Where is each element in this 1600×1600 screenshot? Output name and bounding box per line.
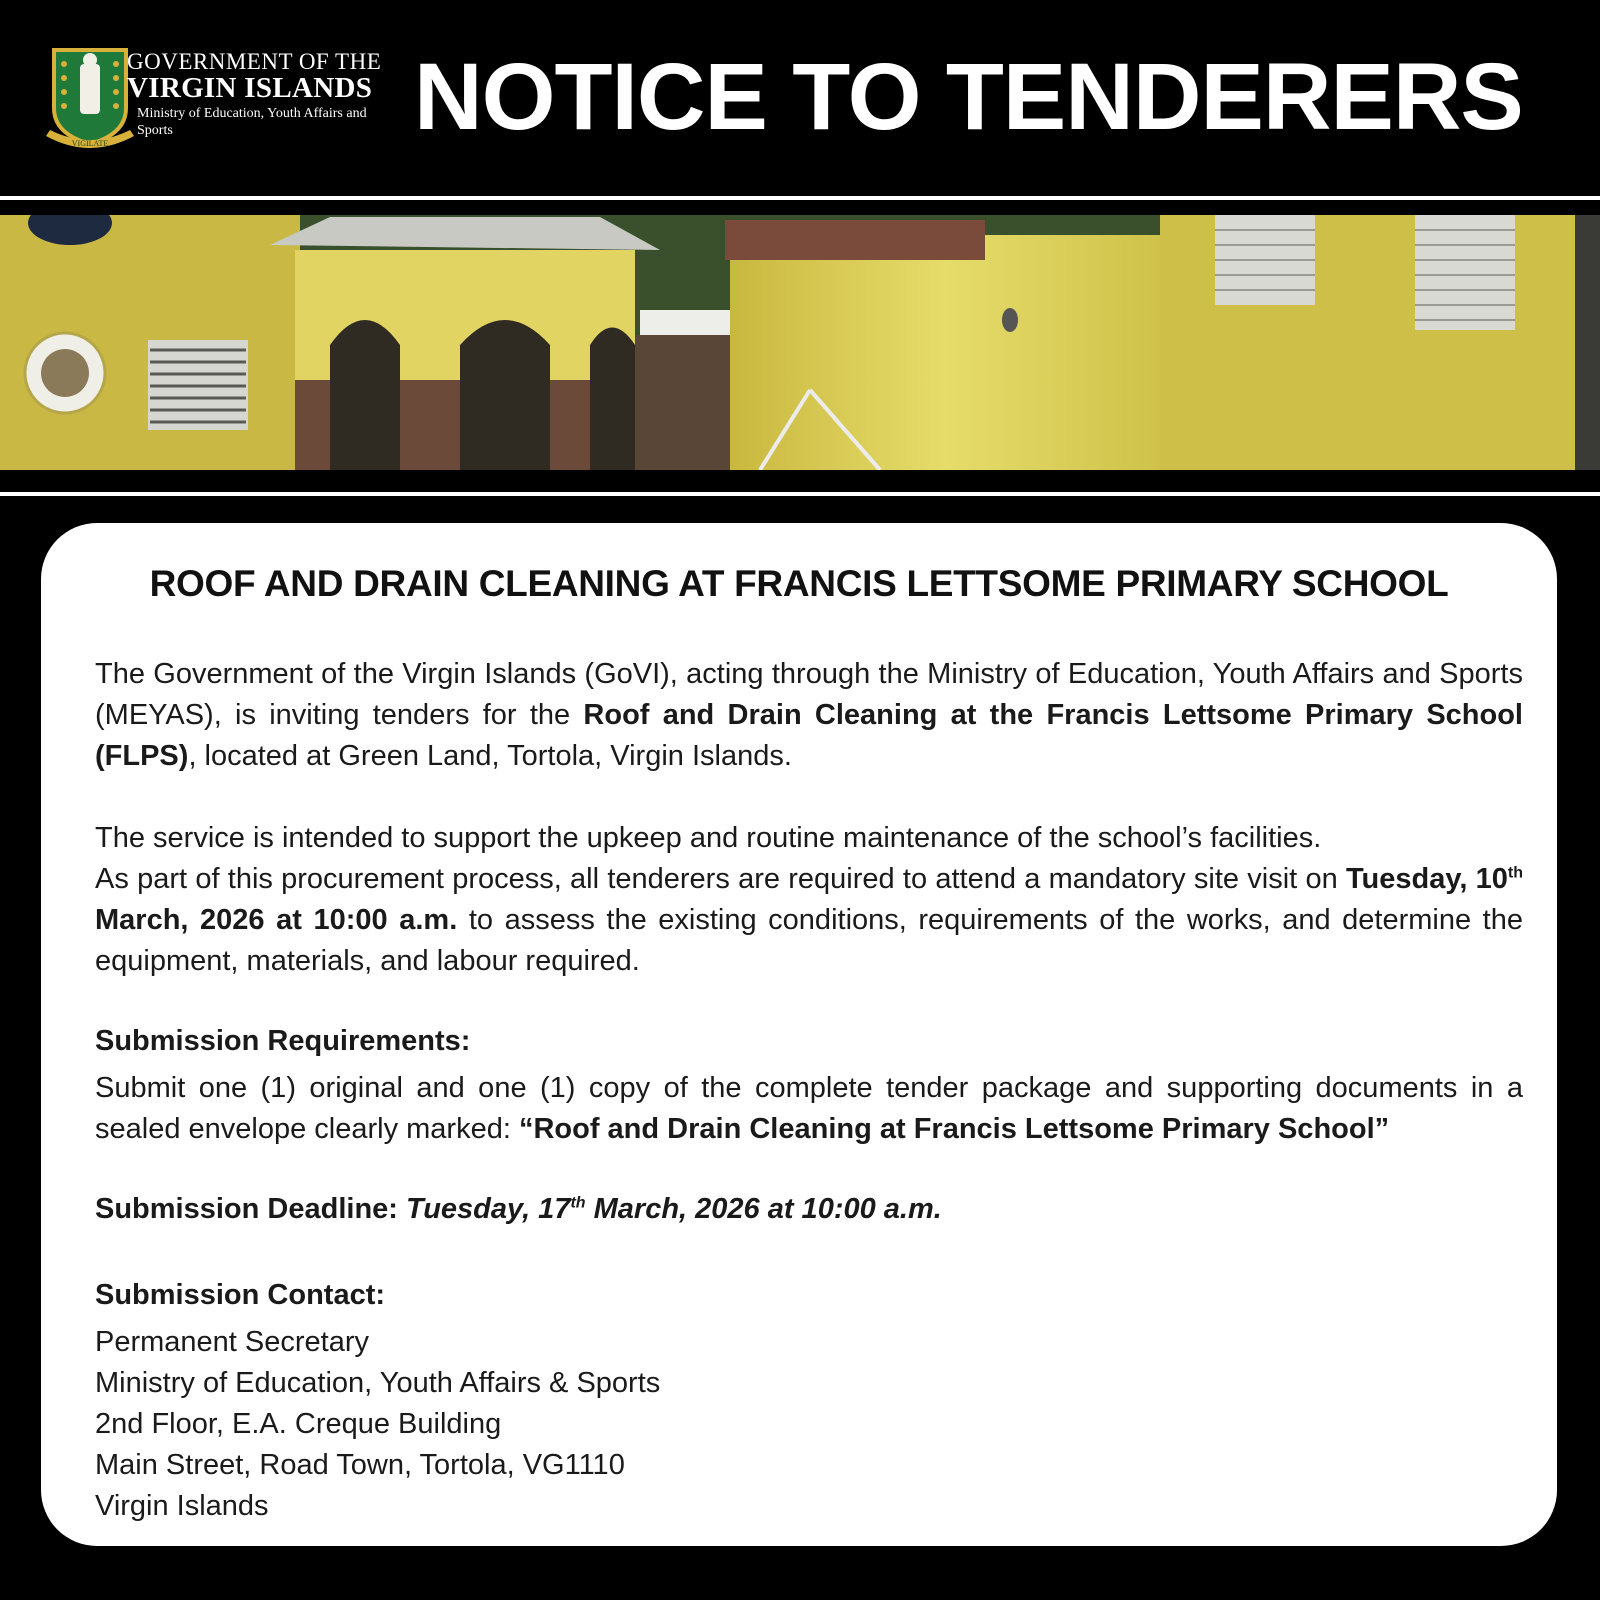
divider-top bbox=[0, 196, 1600, 200]
submission-contact-label: Submission Contact: bbox=[95, 1279, 386, 1311]
site-visit-text-c: to assess the existing conditions, requirements of the works, and determine the equipment, materials, and labour required. bbox=[95, 904, 1523, 977]
submission-requirements-label: Submission Requirements: bbox=[95, 1025, 471, 1057]
header-banner bbox=[0, 0, 1600, 196]
intro-paragraph bbox=[95, 654, 1523, 777]
contact-line: Ministry of Education, Youth Affairs & Sports bbox=[95, 1367, 661, 1399]
svg-text:VIGILATE: VIGILATE bbox=[71, 139, 109, 148]
government-wordmark bbox=[127, 50, 382, 139]
envelope-marking: “Roof and Drain Cleaning at Francis Lettsome Primary School” bbox=[518, 1113, 1390, 1145]
gov-line-1: GOVERNMENT OF THE bbox=[127, 49, 382, 74]
coat-of-arms-icon bbox=[44, 44, 136, 156]
notice-card bbox=[41, 523, 1557, 1546]
contact-line: Main Street, Road Town, Tortola, VG1110 bbox=[95, 1449, 625, 1481]
intro-text-c: , located at Green Land, Tortola, Virgin Islands. bbox=[188, 740, 792, 772]
notice-title: NOTICE TO TENDERERS bbox=[414, 44, 1523, 150]
contact-line: 2nd Floor, E.A. Creque Building bbox=[95, 1408, 502, 1440]
requirements-text: Submit one (1) original and one (1) copy of the complete tender package and supporting documents in a sealed envelope clearly marked: bbox=[95, 1072, 1523, 1145]
submission-deadline bbox=[95, 1189, 1523, 1230]
gov-line-2: VIRGIN ISLANDS bbox=[127, 72, 373, 104]
site-visit-date: Tuesday, 10th March, 2026 at 10:00 a.m. bbox=[95, 863, 1523, 936]
deadline-date: Tuesday, 17th March, 2026 at 10:00 a.m. bbox=[397, 1193, 942, 1225]
school-building-photo bbox=[0, 215, 1600, 470]
site-visit-paragraph bbox=[95, 859, 1523, 982]
intro-text-a: The Government of the Virgin Islands (GoVI), acting through the Ministry of Education, Youth Affairs and Sports (MEYAS), is inviting tenders for the bbox=[95, 658, 1523, 731]
contact-line: Virgin Islands bbox=[95, 1490, 269, 1522]
ministry-name: Ministry of Education, Youth Affairs and Sports bbox=[137, 106, 367, 138]
submission-contact-address bbox=[95, 1322, 1523, 1527]
intro-project-name: Roof and Drain Cleaning at the Francis Lettsome Primary School (FLPS) bbox=[95, 699, 1523, 772]
contact-line: Permanent Secretary bbox=[95, 1326, 370, 1358]
deadline-label: Submission Deadline: bbox=[95, 1193, 398, 1225]
service-paragraph: The service is intended to support the upkeep and routine maintenance of the school’s facilities. bbox=[95, 822, 1322, 854]
submission-requirements-text bbox=[95, 1068, 1523, 1150]
divider-bottom bbox=[0, 492, 1600, 496]
notice-heading: ROOF AND DRAIN CLEANING AT FRANCIS LETTSOME PRIMARY SCHOOL bbox=[149, 563, 1449, 604]
site-visit-text-a: As part of this procurement process, all tenderers are required to attend a mandatory site visit on bbox=[95, 863, 1346, 895]
